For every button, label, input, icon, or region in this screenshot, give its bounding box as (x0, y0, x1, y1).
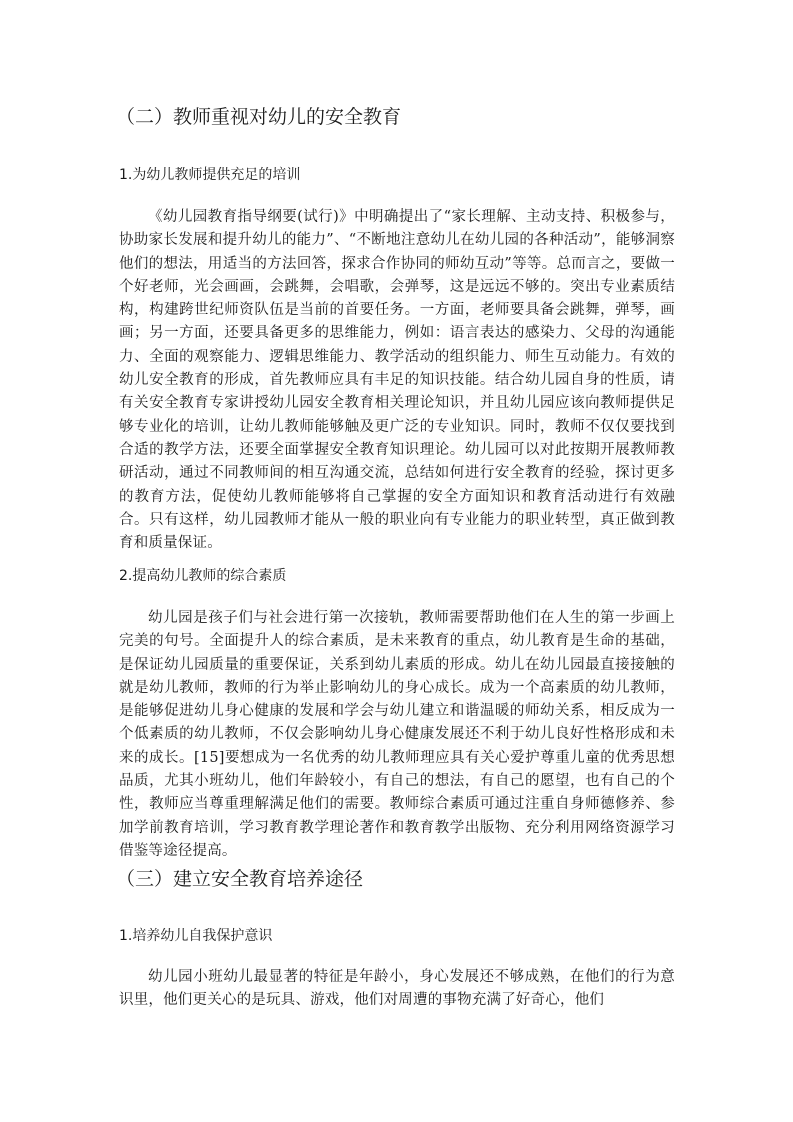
subsection-heading-3-1: 1.培养幼儿自我保护意识 (119, 928, 273, 944)
paragraph-self-protection: 幼儿园小班幼儿最显著的特征是年龄小，身心发展还不够成熟，在他们的行为意识里，他们更关心的是玩具、游戏，他们对周遭的事物充满了好奇心，他们 (119, 969, 675, 1009)
section-heading-2: （二）教师重视对幼儿的安全教育 (116, 106, 402, 128)
paragraph-quality: 幼儿园是孩子们与社会进行第一次接轨，教师需要帮助他们在人生的第一步画上完美的句号。全面提升人的综合素质，是未来教育的重点，幼儿教育是生命的基础，是保证幼儿园质量的重要保证，关系到幼儿素质的形成。幼儿在幼儿园最直接接触的就是幼儿教师，教师的行为举止影响幼儿的身心成长。成为一个高素质的幼儿教师，是能够促进幼儿身心健康的发展和学会与幼儿建立和谐温暖的师幼关系，相反成为一个低素质的幼儿教师，不仅会影响幼儿身心健康发展还不利于幼儿良好性格形成和未来的成长。[15]要想成为一名优秀的幼儿教师理应具有关心爱护尊重儿童的优秀思想品质，尤其小班幼儿，他们年龄较小，有自己的想法，有自己的愿望，也有自己的个性，教师应当尊重理解满足他们的需要。教师综合素质可通过注重自身师德修养、参加学前教育培训，学习教育教学理论著作和教育教学出版物、充分利用网络资源学习借鉴等途径提高。 (119, 610, 675, 859)
subsection-heading-2-2: 2.提高幼儿教师的综合素质 (119, 568, 287, 584)
paragraph-training: 《幼儿园教育指导纲要(试行)》中明确提出了“家长理解、主动支持、积极参与，协助家长发展和提升幼儿的能力”、“不断地注意幼儿在幼儿园的各种活动”，能够洞察他们的想法，用适当的方法回答，探求合作协同的师幼互动”等等。总而言之，要做一个好老师，光会画画，会跳舞，会唱歌，会弹琴，这是远远不够的。突出专业素质结构，构建跨世纪师资队伍是当前的首要任务。一方面，老师要具备会跳舞，弹琴，画画；另一方面，还要具备更多的思维能力，例如：语言表达的感染力、父母的沟通能力、全面的观察能力、逻辑思维能力、教学活动的组织能力、师生互动能力。有效的幼儿安全教育的形成，首先教师应具有丰足的知识技能。结合幼儿园自身的性质，请有关安全教育专家讲授幼儿园安全教育相关理论知识，并且幼儿园应该向教师提供足够专业化的培训，让幼儿教师能够触及更广泛的专业知识。同时，教师不仅仅要找到合适的教学方法，还要全面掌握安全教育知识理论。幼儿园可以对此按期开展教师教研活动，通过不同教师间的相互沟通交流，总结如何进行安全教育的经验，探讨更多的教育方法，促使幼儿教师能够将自己掌握的安全方面知识和教育活动进行有效融合。只有这样，幼儿园教师才能从一般的职业向有专业能力的职业转型，真正做到教育和质量保证。 (119, 209, 675, 552)
subsection-heading-2-1: 1.为幼儿教师提供充足的培训 (119, 167, 301, 183)
section-heading-3: （三）建立安全教育培养途径 (116, 868, 364, 890)
